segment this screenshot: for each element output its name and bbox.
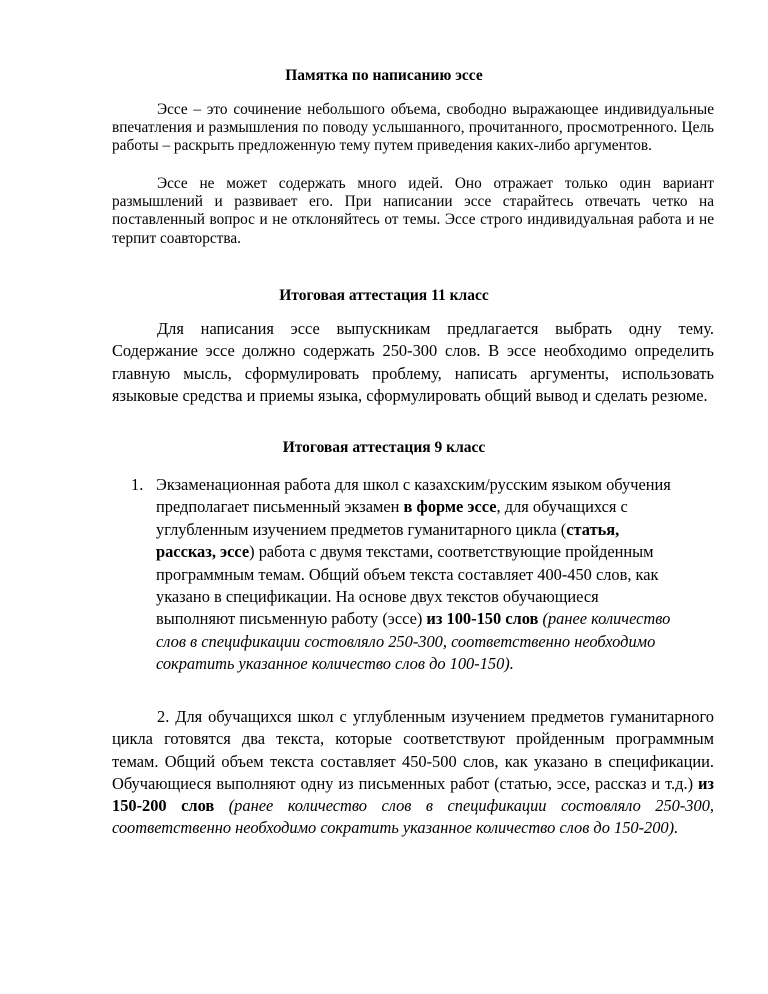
grade-11-paragraph: Для написания эссе выпускникам предлагается выбрать одну тему. Содержание эссе должно содержать 250-300 слов. В эссе необходимо определить главную мысль, сформулировать проблему, написать аргументы, использовать языковые средства и приемы языка, сформулировать общий вывод и сделать резюме. [112,319,714,405]
memo-paragraph-2: Эссе не может содержать много идей. Оно отражает только один вариант размышлений и развивает его. При написании эссе старайтесь отвечать четко на поставленный вопрос и не отклоняйтесь от темы. Эссе строго индивидуальная работа и не терпит соавторства. [112,175,714,247]
grade-9-title: Итоговая аттестация 9 класс [282,439,486,456]
grade-9-paragraph-2: 2. Для обучащихся школ с углубленным изучением предметов гуманитарного цикла готовятся два текста, которые соответствуют пройденным программным темам. Общий объем текста составляет 450-500 слов, как указано в спецификации. Обучающиеся выполняют одну из письменных работ (статью, эссе, рассказ и т.д.) из 150-200 слов (ранее количество слов в спецификации состовляло 250-300, соответственно необходимо сократить указанное количество слов до 150-200). [112,707,714,838]
note-italic-2: (ранее количество слов в спецификации состовляло 250-300, соответственно необходимо сократить указанное количество слов до 150-200). [112,796,714,838]
list-item-number: 1. [131,475,144,494]
list-item [112,474,714,676]
emphasis-word-count: из 100-150 слов [426,609,539,629]
grade-11-title: Итоговая аттестация 11 класс [279,287,489,304]
emphasis-essay-form: в форме эссе [403,497,497,517]
emphasis-word-count-2: из 150-200 слов [112,773,714,816]
memo-title: Памятка по написанию эссе [285,67,483,84]
memo-paragraph-1: Эссе – это сочинение небольшого объема, свободно выражающее индивидуальные впечатления и размышления по поводу услышанного, прочитанного, просмотренного. Цель работы – раскрыть предложенную тему путем приведения каких-либо аргументов. [112,101,714,155]
grade-9-list [112,474,714,676]
emphasis-genres: статья, рассказ, эссе [156,519,620,562]
list-item-body: Экзаменационная работа для школ с казахским/русским языком обучения предполагает письменный экзамен в форме эссе, для обучащихся с углубленным изучением предметов гуманитарного цикла (статья, рассказ, эссе) работа с двумя текстами, соответствующие пройденным программным темам. Общий объем текста составляет 400-450 слов, как указано в спецификации. На основе двух текстов обучающиеся выполняют письменную работу (эссе) из 100-150 слов (ранее количество слов в спецификации состовляло 250-300, соответственно необходимо сократить указанное количество слов до 100-150). [156,475,671,674]
note-italic: (ранее количество слов в спецификации состовляло 250-300, соответственно необходимо сократить указанное количество слов до 100-150). [156,609,671,674]
